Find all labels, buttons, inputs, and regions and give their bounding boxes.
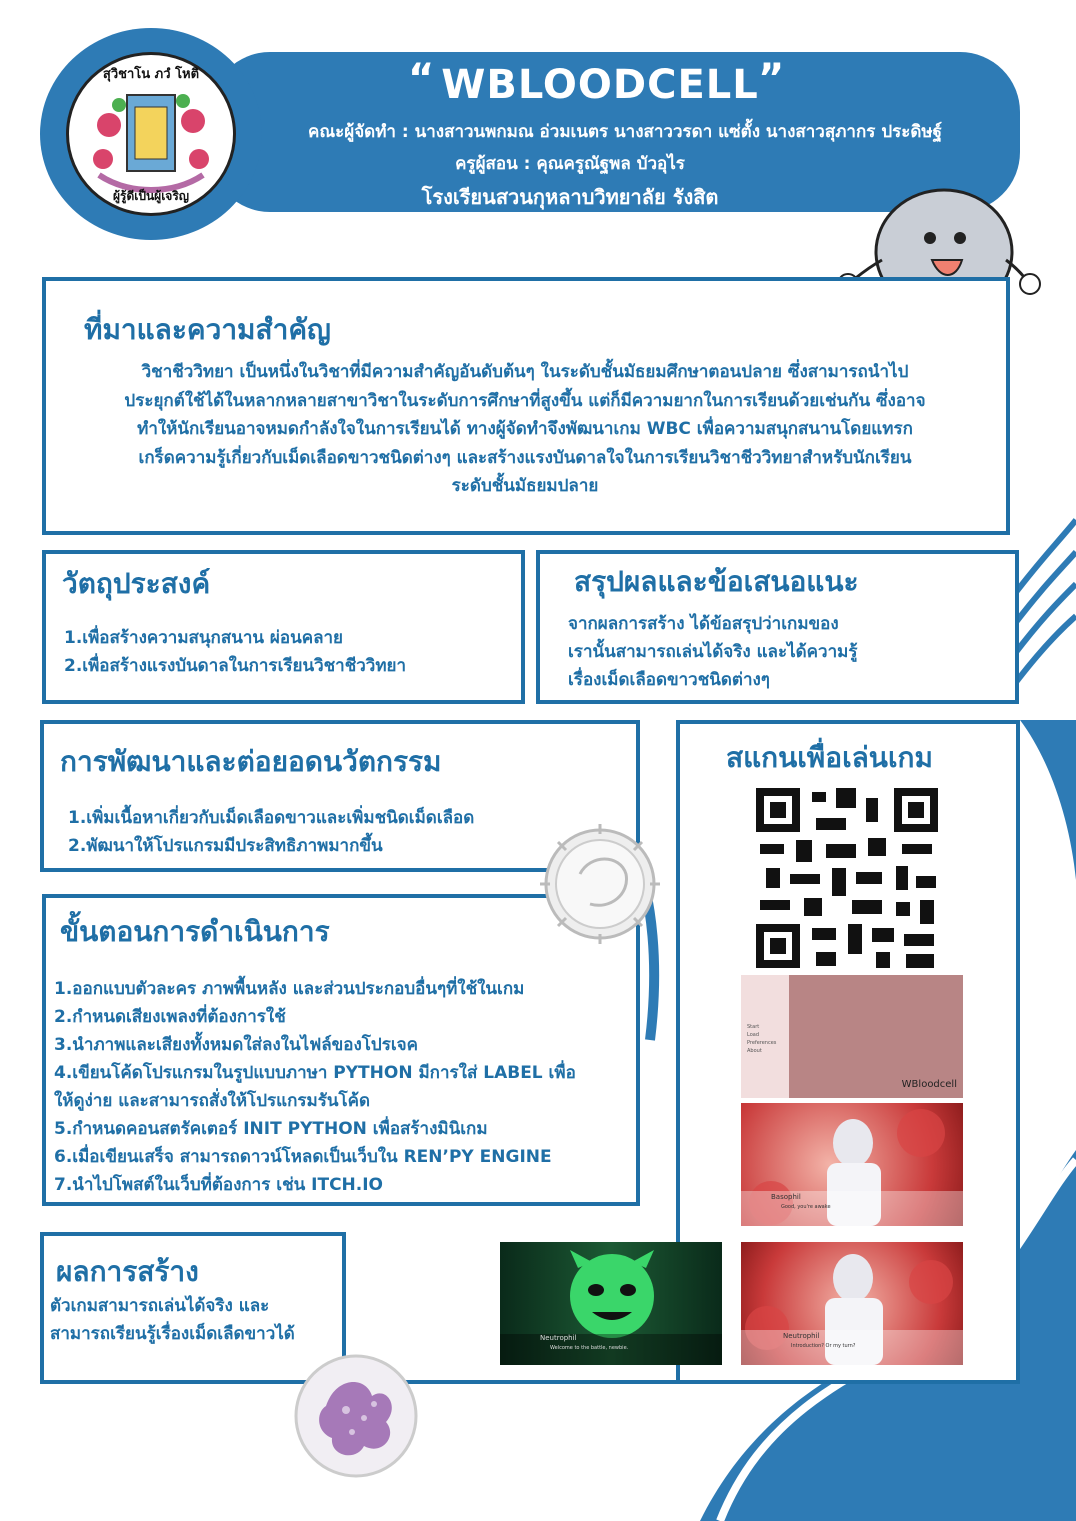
white-blood-cell-illustration [530,814,670,954]
result-bottom-line [346,1380,1020,1384]
screenshot-neutrophil-monster [500,1242,722,1365]
procedure-step: 6.เมื่อเขียนเสร็จ สามารถดาวน์โหลดเป็นเว็บใน REN’PY ENGINE [54,1147,552,1167]
school-logo [66,52,236,216]
procedure-heading: ขั้นตอนการดำเนินการ [60,915,330,948]
procedure-step: 5.กำหนดคอนสตรัคเตอร์ INIT PYTHON เพื่อสร้างมินิเกม [54,1119,488,1139]
development-heading: การพัฒนาและต่อยอดนวัตกรรม [60,745,442,778]
procedure-step: 1.ออกแบบตัวละคร ภาพพื้นหลัง และส่วนประกอบอื่นๆที่ใช้ในเกม [54,979,525,999]
objectives-list [64,624,406,680]
background-heading: ที่มาและความสำคัญ [84,313,331,346]
title-close-quote: ” [758,56,785,102]
teacher-line: ครูผู้สอน : คุณครูณัฐพล บัวอุไร [455,154,685,174]
procedure-step: 3.นำภาพและเสียงทั้งหมดใส่ลงในไฟล์ของโปรเจค [54,1035,418,1055]
development-item: 2.พัฒนาให้โปรแกรมมีประสิทธิภาพมากขึ้น [68,836,383,856]
procedure-list [54,975,576,1199]
background-line: เกร็ดความรู้เกี่ยวกับเม็ดเลือดขาวชนิดต่างๆ และสร้างแรงบันดาลใจในการเรียนวิชาชีววิทยาสำหรับนักเรียน [138,447,912,468]
neutrophil-monster-dialog: Welcome to the battle, newbie. [550,1345,629,1351]
menu-load: Load [747,1032,759,1038]
background-line: ประยุกต์ใช้ได้ในหลากหลายสาขาวิชาในระดับการศึกษาที่สูงขึ้น แต่ก็มีความยากในการเรียนด้วยเช่นกัน ซึ่งอาจ [124,390,926,411]
result-heading: ผลการสร้าง [56,1255,199,1288]
logo-motto-bottom: ผู้รู้ดีเป็นผู้เจริญ [112,189,190,203]
background-body [60,358,990,501]
conclusion-line: จากผลการสร้าง ได้ข้อสรุปว่าเกมของ [568,614,839,634]
scan-heading: สแกนเพื่อเล่นเกม [726,741,933,774]
menu-start: Start [747,1024,760,1030]
procedure-step: 7.นำไปโพสต์ในเว็บที่ต้องการ เช่น ITCH.IO [54,1175,384,1195]
objective-item: 2.เพื่อสร้างแรงบันดาลในการเรียนวิชาชีววิทยา [64,656,407,676]
basophil-name: Basophil [771,1193,801,1201]
background-line: วิชาชีววิทยา เป็นหนึ่งในวิชาที่มีความสำคัญอันดับต้นๆ ในระดับชั้นมัธยมศึกษาตอนปลาย ซึ่งสามารถนำไป [141,362,909,382]
school-line: โรงเรียนสวนกุหลาบวิทยาลัย รังสิต [421,185,719,209]
page-title: WBLOODCELL [441,62,759,108]
conclusion-line: เรานั้นสามารถเล่นได้จริง และได้ความรู้ [568,642,858,662]
objectives-heading: วัตถุประสงค์ [62,567,211,600]
neutrophil-character-dialog: Introduction? Or my turn? [791,1343,856,1349]
qr-code[interactable] [756,788,938,968]
background-line: ระดับชั้นมัธยมปลาย [451,476,599,496]
conclusion-body [568,610,857,694]
screenshot-neutrophil-character [741,1242,963,1365]
development-item: 1.เพิ่มเนื้อหาเกี่ยวกับเม็ดเลือดขาวและเพิ่มชนิดเม็ดเลือด [68,808,475,828]
menu-about: About [747,1048,762,1054]
menu-preferences: Preferences [747,1040,777,1046]
procedure-step: 4.เขียนโค้ดโปรแกรมในรูปแบบภาษา PYTHON มีการใส่ LABEL เพื่อ [54,1063,576,1083]
screenshot-main-menu [741,975,963,1098]
authors-line: คณะผู้จัดทำ : นางสาวนพกมณ อ่วมเนตร นางสาววรดา แซ่ตั้ง นางสาวสุภากร ประดิษฐ์ [307,122,942,142]
menu-game-title: WBloodcell [901,1079,957,1090]
conclusion-heading: สรุปผลและข้อเสนอแนะ [574,565,859,598]
background-line: ทำให้นักเรียนอาจหมดกำลังใจในการเรียนได้ ทางผู้จัดทำจึงพัฒนาเกม WBC เพื่อความสนุกสนานโดยแทรก [137,419,913,439]
result-body [50,1292,295,1348]
development-list [68,804,474,860]
result-line: ตัวเกมสามารถเล่นได้จริง และ [50,1296,270,1316]
neutrophil-monster-name: Neutrophil [540,1334,577,1342]
procedure-step: ให้ดูง่าย และสามารถสั่งให้โปรแกรมรันโค้ด [54,1091,370,1111]
title-open-quote: “ [408,56,435,102]
objective-item: 1.เพื่อสร้างความสนุกสนาน ผ่อนคลาย [64,628,343,648]
result-line: สามารถเรียนรู้เรื่องเม็ดเลืดขาวได้ [50,1324,295,1344]
neutrophil-character-name: Neutrophil [783,1332,820,1340]
screenshot-basophil [741,1103,963,1226]
procedure-step: 2.กำหนดเสียงเพลงที่ต้องการใช้ [54,1007,286,1027]
basophil-dialog: Good, you're awake [781,1204,831,1210]
conclusion-line: เรื่องเม็ดเลือดขาวชนิดต่างๆ [568,670,770,690]
logo-motto-top: สุวิชาโน ภวํ โหติ [102,67,200,82]
neutrophil-cell-illustration [286,1346,426,1486]
